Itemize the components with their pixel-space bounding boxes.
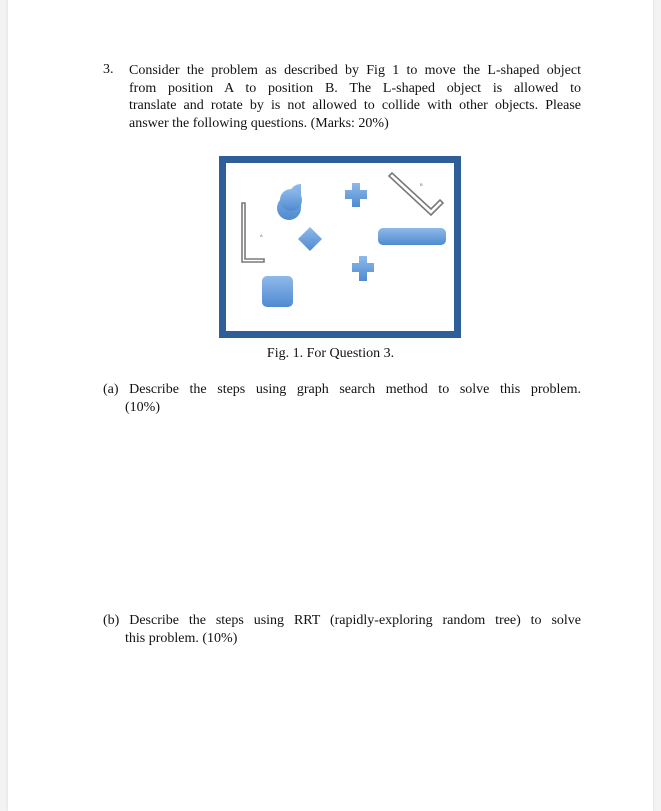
part-a [103,381,581,416]
figure-1 [219,156,461,338]
circle-obstacle [280,189,302,211]
part-a-line-1: (a) Describe the steps using graph search method to solve this problem. [103,382,581,397]
question-line-2: from position A to position B. The L-shaped object is allowed to [129,80,581,96]
part-b-line-2: this problem. (10%) [125,630,238,646]
question-line-4: answer the following questions. (Marks: 20%) [129,115,389,131]
square-obstacle [262,276,293,307]
question-text [129,62,581,132]
question-line-3: translate and rotate by is not allowed to collide with other objects. Please [129,98,581,113]
label-a: A [260,233,263,238]
label-b: B [420,182,423,187]
figure-caption: Fig. 1. For Question 3. [266,346,395,361]
bar-obstacle [378,228,446,245]
part-b [103,612,581,647]
question-number: 3. [103,62,114,77]
part-b-line-1: (b) Describe the steps using RRT (rapidly-exploring random tree) to solve [103,613,581,628]
question-line-1: Consider the problem as described by Fig 1 to move the L-shaped object [129,63,581,78]
part-a-line-2: (10%) [125,399,160,415]
